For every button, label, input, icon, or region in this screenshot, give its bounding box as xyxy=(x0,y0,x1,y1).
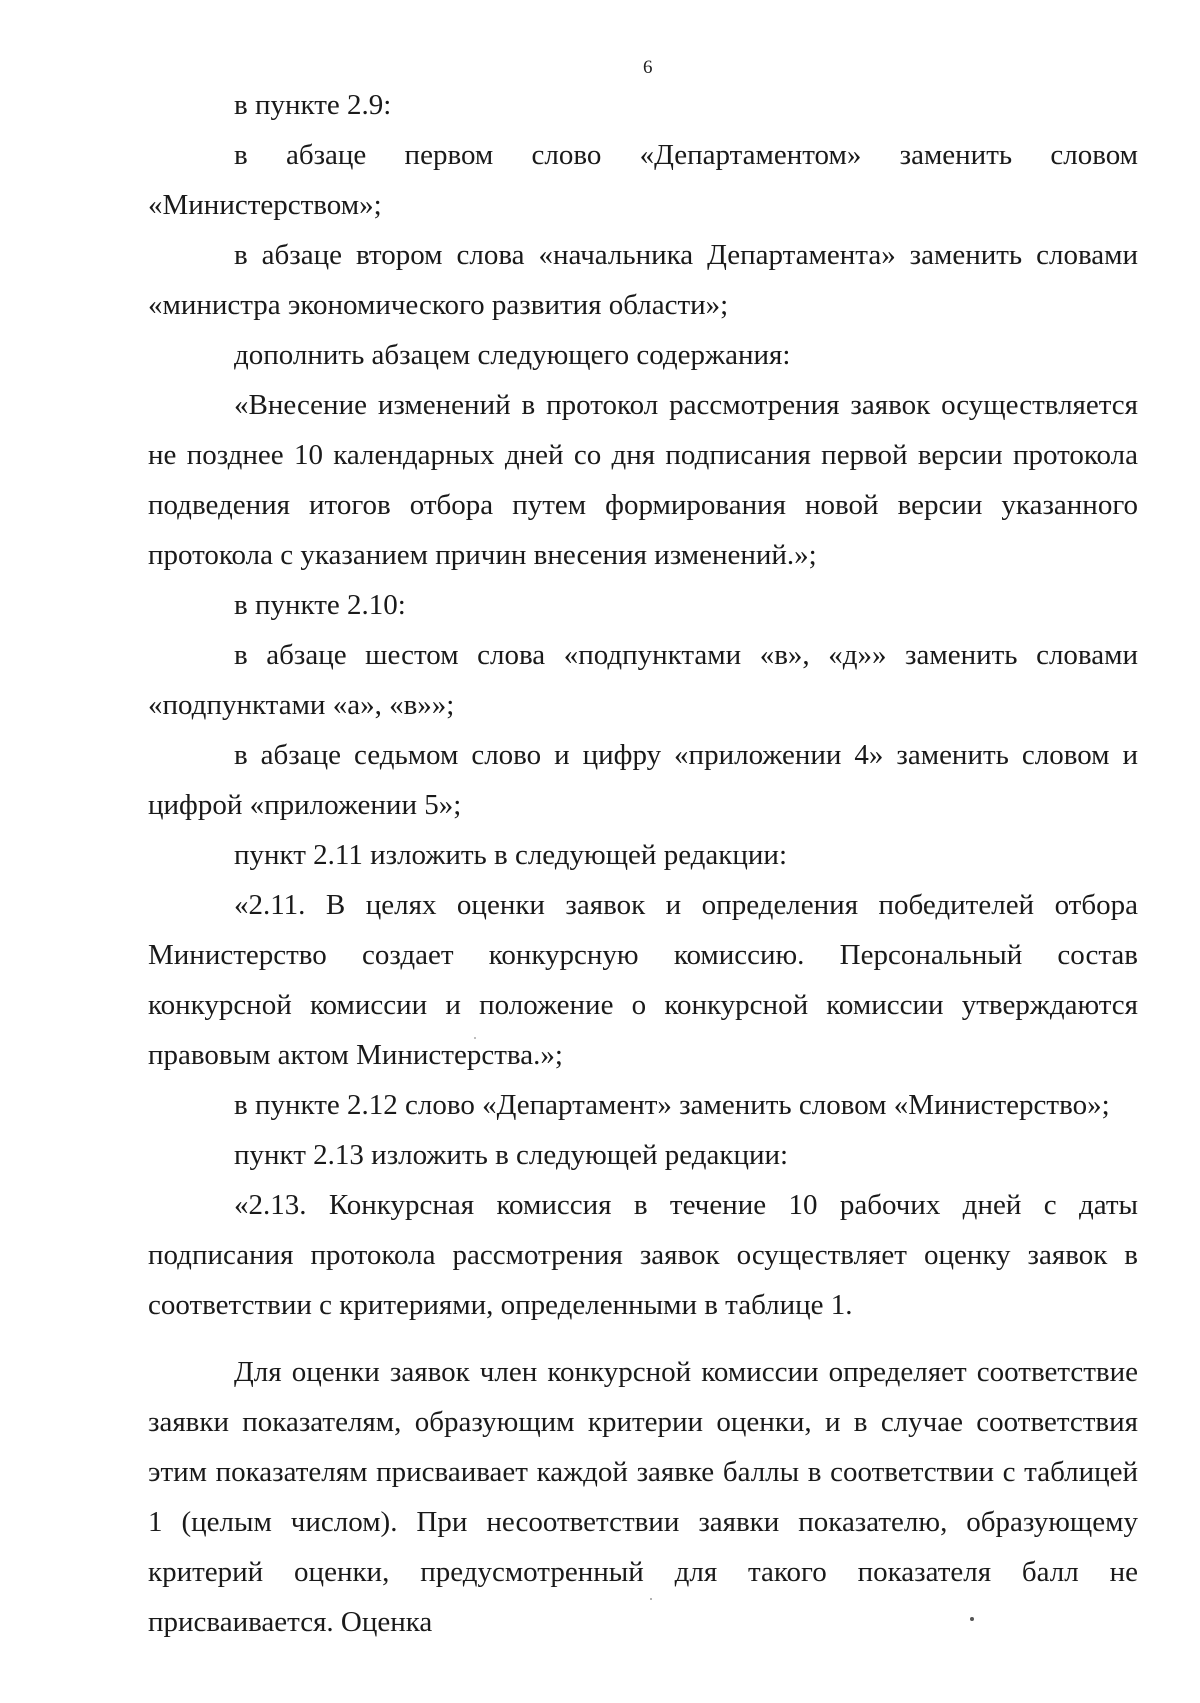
paragraph: в пункте 2.10: xyxy=(234,589,406,621)
paragraph: дополнить абзацем следующего содержания: xyxy=(234,339,791,371)
scan-speck xyxy=(474,1037,476,1039)
paragraph: «2.13. Конкурсная комиссия в течение 10 рабочих дней с даты подписания протокола рассмотрения заявок осуществляет оценку заявок в соответствии с критериями, определенными в таблице 1. xyxy=(148,1189,1138,1321)
paragraph: в абзаце втором слова «начальника Департамента» заменить словами «министра экономического развития области»; xyxy=(148,239,1138,321)
document-body xyxy=(148,80,1138,1647)
page-number: 6 xyxy=(643,57,653,78)
paragraph: «2.11. В целях оценки заявок и определения победителей отбора Министерство создает конкурсную комиссию. Персональный состав конкурсной комиссии и положение о конкурсной комиссии утверждаются правовым актом Министерства.»; xyxy=(148,889,1138,1071)
paragraph: в пункте 2.9: xyxy=(234,89,392,121)
scan-speck xyxy=(970,1617,974,1621)
scan-speck xyxy=(650,1598,652,1600)
paragraph: пункт 2.11 изложить в следующей редакции: xyxy=(234,839,788,871)
paragraph: пункт 2.13 изложить в следующей редакции: xyxy=(234,1139,789,1171)
paragraph: «Внесение изменений в протокол рассмотрения заявок осуществляется не позднее 10 календарных дней со дня подписания первой версии протокола подведения итогов отбора путем формирования новой версии указанного протокола с указанием причин внесения изменений.»; xyxy=(148,389,1138,571)
paragraph: в абзаце первом слово «Департаментом» заменить словом «Министерством»; xyxy=(148,139,1138,221)
paragraph: Для оценки заявок член конкурсной комиссии определяет соответствие заявки показателям, образующим критерии оценки, и в случае соответствия этим показателям присваивает каждой заявке баллы в соответствии с таблицей 1 (целым числом). При несоответствии заявки показателю, образующему критерий оценки, предусмотренный для такого показателя балл не присваивается. Оценка xyxy=(148,1356,1138,1638)
paragraph: в абзаце шестом слова «подпунктами «в», «д»» заменить словами «подпунктами «а», «в»»; xyxy=(148,639,1138,721)
paragraph: в пункте 2.12 слово «Департамент» заменить словом «Министерство»; xyxy=(234,1089,1110,1121)
paragraph: в абзаце седьмом слово и цифру «приложении 4» заменить словом и цифрой «приложении 5»; xyxy=(148,739,1138,821)
